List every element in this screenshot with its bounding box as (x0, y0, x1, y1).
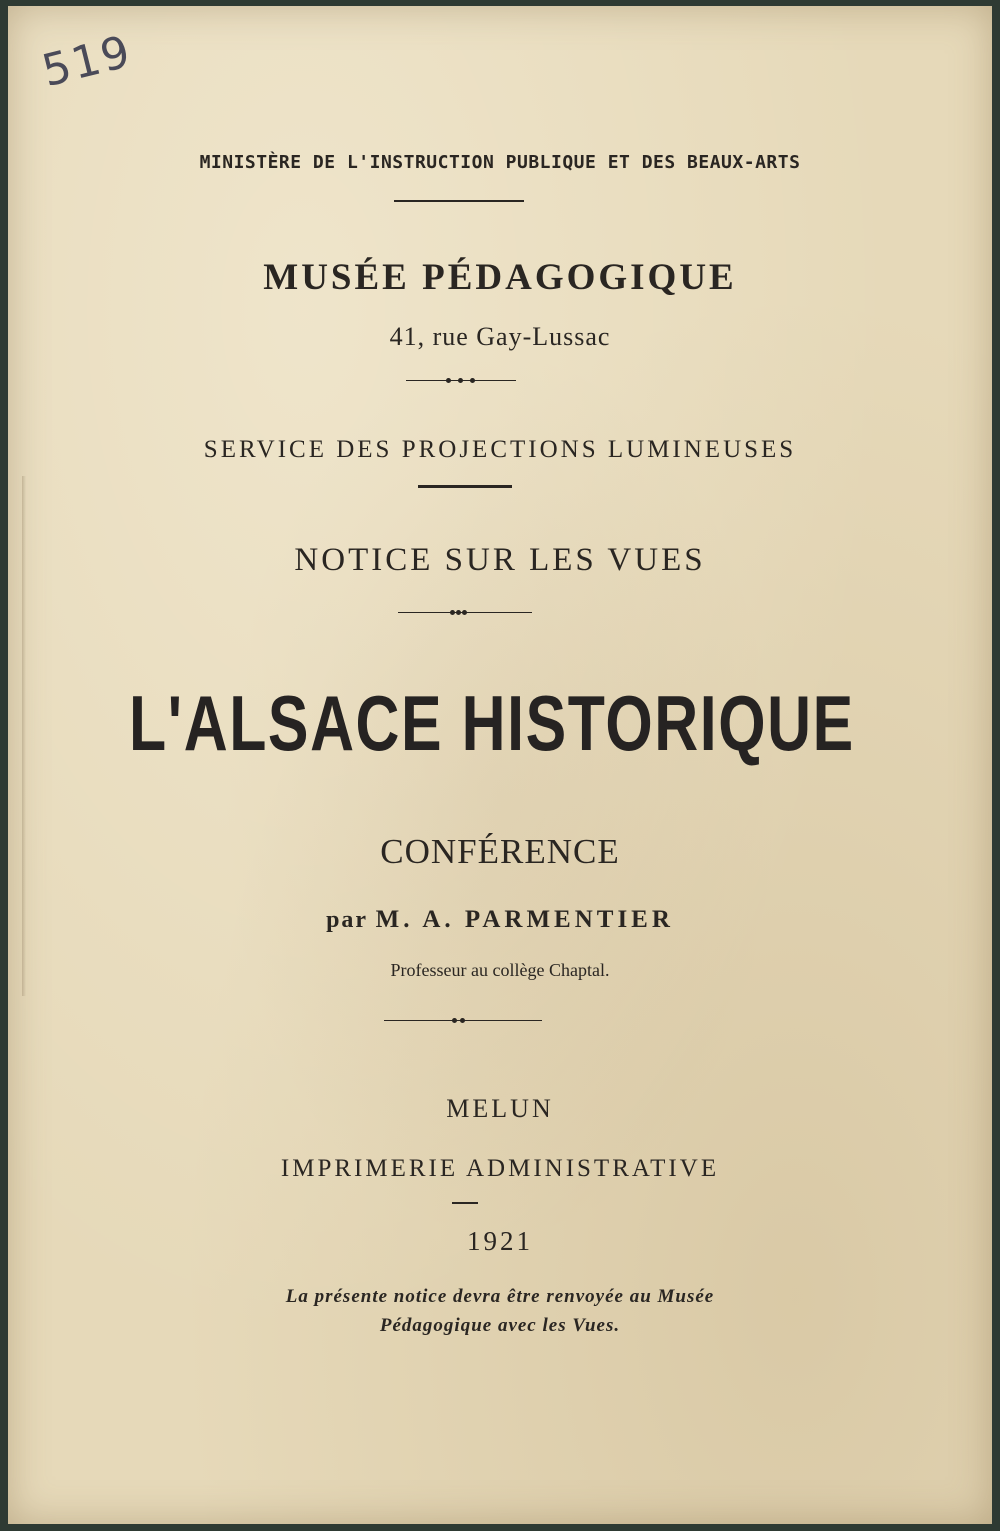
notice-heading: NOTICE SUR LES VUES (294, 542, 706, 578)
lecture-type: CONFÉRENCE (380, 832, 620, 871)
ministry-heading: MINISTÈRE DE L'INSTRUCTION PUBLIQUE ET DES BEAUX-ARTS (199, 152, 801, 173)
imprint-printer: IMPRIMERIE ADMINISTRATIVE (280, 1155, 720, 1182)
return-notice-line-2: Pédagogique avec les Vues. (379, 1315, 621, 1336)
handwritten-number: 519 (37, 25, 137, 98)
museum-name: MUSÉE PÉDAGOGIQUE (263, 257, 737, 298)
ornament-divider (398, 608, 532, 618)
ornament-divider (384, 1016, 542, 1026)
service-heading: SERVICE DES PROJECTIONS LUMINEUSES (203, 436, 797, 463)
imprint-city: MELUN (446, 1094, 554, 1123)
imprint-year: 1921 (467, 1226, 533, 1256)
author-title: Professeur au collège Chaptal. (390, 960, 610, 980)
author-name: M. A. PARMENTIER (375, 906, 674, 933)
museum-address: 41, rue Gay-Lussac (389, 322, 611, 351)
divider-rule (394, 200, 524, 202)
divider-rule (418, 485, 512, 488)
divider-rule (452, 1202, 478, 1204)
author-line (8, 906, 992, 934)
ornament-divider (406, 376, 516, 386)
return-notice-line-1: La présente notice devra être renvoyée au Musée (285, 1286, 715, 1307)
main-title: L'ALSACE HISTORIQUE (128, 679, 855, 767)
author-prefix: par (326, 907, 368, 933)
cover-page (8, 6, 992, 1524)
